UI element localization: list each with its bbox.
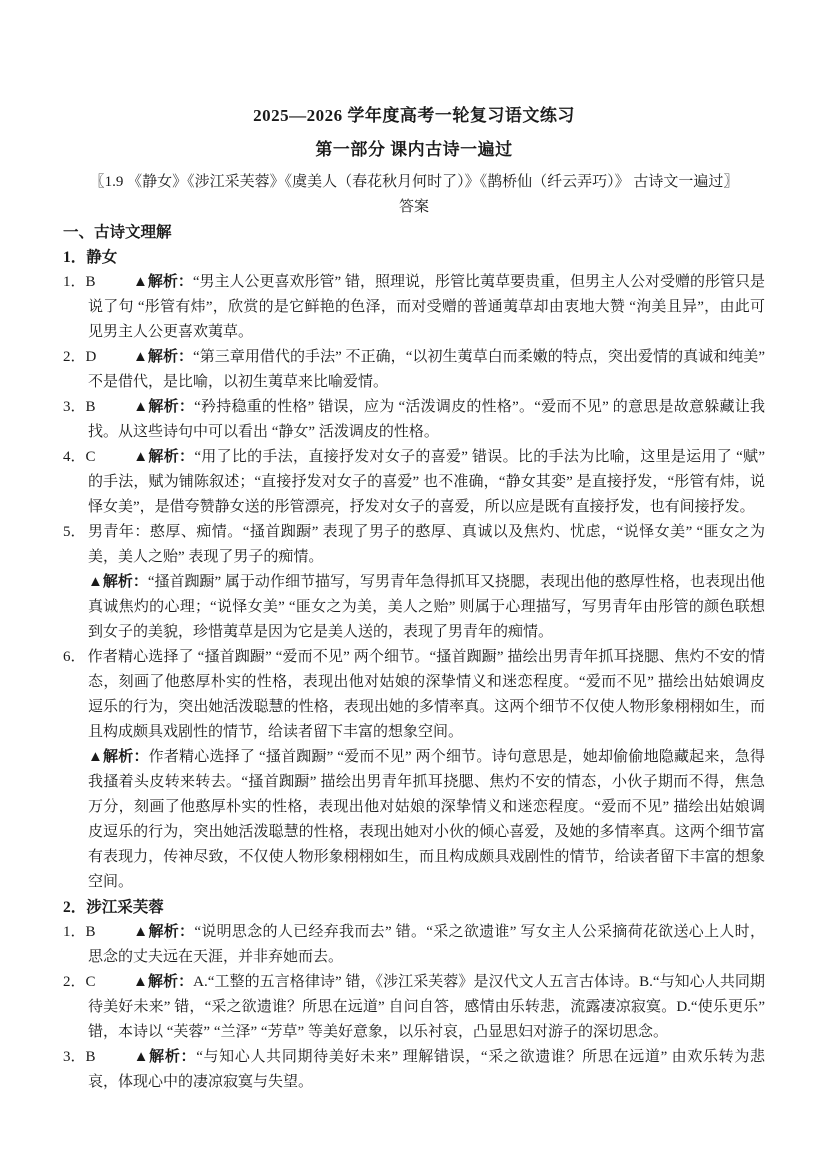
analysis-marker: ▲解析： [88, 574, 148, 590]
answer-item [63, 970, 765, 1045]
answer-item [63, 520, 765, 570]
scope-line: 〖1.9 《静女》《涉江采芙蓉》《虞美人（春花秋月何时了）》《鹊桥仙（纤云弄巧）》 古诗文一遍过〗 [89, 174, 739, 190]
analysis-text: 作者精心选择了 “搔首踟蹰” “爱而不见” 两个细节。诗句意思是，她却偷偷地隐藏起来，急得我搔着头皮转来转去。“搔首踟蹰” 描绘出男青年抓耳挠腮、焦灼不安的情态，小伙子期而不得，焦急万分，刻画了他憨厚朴实的性格，表现出他对姑娘的深挚情义和迷恋程度。“爱而不见” 描绘出姑娘调皮逗乐的行为，突出她活泼聪慧的性格，表现出她对小伙的倾心喜爱，及她的多情率真。这两个细节富有表现力，传神尽致，不仅使人物形象栩栩如生，而且构成颇具戏剧性的情节，给读者留下丰富的想象空间。 [88, 749, 765, 890]
analysis-marker: ▲解析： [133, 924, 195, 940]
answer-item [63, 395, 765, 445]
analysis-text: “男主人公更喜欢彤管” 错，照理说，彤管比荑草要贵重，但男主人公对受赠的彤管只是说了句 “彤管有炜”，欣赏的是它鲜艳的色泽，而对受赠的普通荑草却由衷地大赞 “洵美且异”，由此可见男主人公更喜欢荑草。 [88, 274, 765, 340]
answer-item [63, 445, 765, 520]
answer-item [63, 345, 765, 395]
answer-item-analysis [88, 570, 765, 645]
answer-label: 答案 [398, 199, 429, 215]
analysis-marker: ▲解析： [133, 349, 194, 365]
analysis-text: “与知心人共同期待美好未来” 理解错误，“采之欲遗谁？所思在远道” 由欢乐转为悲哀，体现心中的凄凉寂寞与失望。 [88, 1049, 765, 1090]
analysis-text: A.“工整的五言格律诗” 错，《涉江采芙蓉》是汉代文人五言古体诗。B.“与知心人共同期待美好未来” 错，“采之欲遗谁？所思在远道” 自问自答，感情由乐转悲，流露凄凉寂寞。D.“使乐更乐” 错，本诗以 “芙蓉” “兰泽” “芳草” 等美好意象，以乐衬哀，凸显思妇对游子的深切思念。 [88, 974, 765, 1040]
section-heading: 一、古诗文理解 [63, 224, 172, 241]
answer-item [63, 920, 765, 970]
answer-text: 作者精心选择了 “搔首踟蹰” “爱而不见” 两个细节。“搔首踟蹰” 描绘出男青年抓耳挠腮、焦灼不安的情态，刻画了他憨厚朴实的性格，表现出他对姑娘的深挚情义和迷恋程度。“爱而不见” 描绘出姑娘调皮逗乐的行为，突出她活泼聪慧的性格，表现出她的多情率真。这两个细节不仅使人物形象栩栩如生，而且构成颇具戏剧性的情节，给读者留下丰富的想象空间。 [87, 649, 765, 740]
poem-heading-shejiangcaifurong: 2．涉江采芙蓉 [63, 899, 164, 916]
item-number: 6． [63, 649, 86, 665]
page-title: 2025—2026 学年度高考一轮复习语文练习 [253, 106, 575, 125]
analysis-marker: ▲解析： [133, 974, 194, 990]
analysis-text: “矜持稳重的性格” 错误，应为 “活泼调皮的性格”。“爱而不见” 的意思是故意躲藏让我找。从这些诗句中可以看出 “静女” 活泼调皮的性格。 [88, 399, 765, 440]
analysis-marker: ▲解析： [133, 449, 195, 465]
item-number: 3．B [63, 1049, 96, 1065]
item-number: 1．B [63, 924, 96, 940]
analysis-text: “第三章用借代的手法” 不正确，“以初生荑草白而柔嫩的特点，突出爱情的真诚和纯美” 不是借代，是比喻，以初生荑草来比喻爱情。 [88, 349, 765, 390]
analysis-marker: ▲解析： [88, 749, 149, 765]
analysis-marker: ▲解析： [133, 274, 193, 290]
part-heading: 第一部分 课内古诗一遍过 [315, 140, 513, 159]
analysis-text: “说明思念的人已经弃我而去” 错。“采之欲遗谁” 写女主人公采摘荷花欲送心上人时，思念的丈夫远在天涯，并非弃她而去。 [88, 924, 765, 965]
item-number: 2．D [63, 349, 97, 365]
item-number: 5． [63, 524, 86, 540]
answer-item-analysis [88, 745, 765, 895]
item-number: 4．C [63, 449, 96, 465]
analysis-text: “用了比的手法，直接抒发对女子的喜爱” 错误。比的手法为比喻，这里是运用了 “赋” 的手法，赋为铺陈叙述；“直接抒发对女子的喜爱” 也不准确，“静女其娈” 是直接抒发，“彤管有炜，说怿女美”，是借夸赞静女送的彤管漂亮，抒发对女子的喜爱，所以应是既有直接抒发，也有间接抒发。 [88, 449, 765, 515]
analysis-marker: ▲解析： [133, 399, 195, 415]
item-number: 3．B [63, 399, 96, 415]
poem-heading-jingnv: 1．静女 [63, 249, 118, 266]
analysis-text: “搔首踟蹰” 属于动作细节描写，写男青年急得抓耳又挠腮，表现出他的憨厚性格，也表现出他真诚焦灼的心理；“说怿女美” “匪女之为美，美人之贻” 则属于心理描写，写男青年由彤管的颜色联想到女子的美貌，珍惜荑草是因为它是美人送的，表现了男青年的痴情。 [88, 574, 765, 640]
answer-item [63, 270, 765, 345]
item-number: 1．B [63, 274, 96, 290]
analysis-marker: ▲解析： [133, 1049, 197, 1065]
answer-text: 男青年：憨厚、痴情。“搔首踟蹰” 表现了男子的憨厚、真诚以及焦灼、忧虑，“说怿女美” “匪女之为美，美人之贻” 表现了男子的痴情。 [87, 524, 765, 565]
answer-item [63, 1045, 765, 1095]
item-number: 2．C [63, 974, 96, 990]
answer-item [63, 645, 765, 745]
